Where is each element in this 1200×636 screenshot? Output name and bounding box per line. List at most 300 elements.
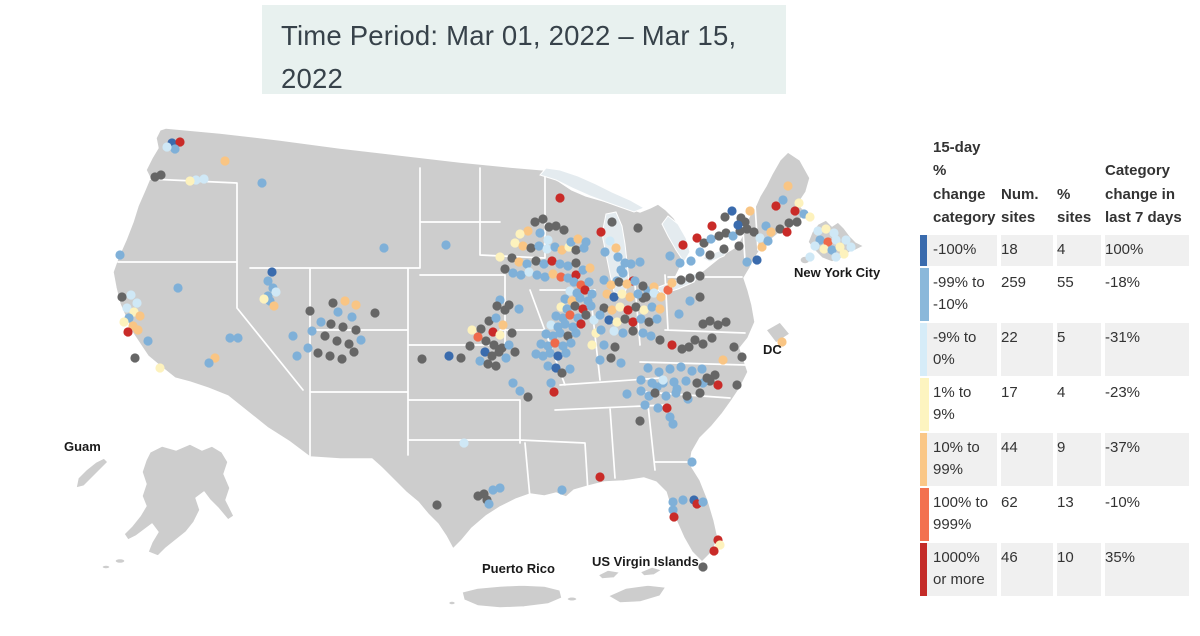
legend-pct-sites-cell: 5 (1057, 323, 1101, 376)
site-dot[interactable] (465, 341, 474, 350)
site-dot[interactable] (685, 296, 694, 305)
vieques-island (567, 597, 577, 601)
site-dot[interactable] (495, 483, 504, 492)
site-dot[interactable] (617, 289, 626, 298)
site-dot[interactable] (668, 419, 677, 428)
site-dot[interactable] (790, 206, 799, 215)
site-dot[interactable] (690, 335, 699, 344)
site-dot[interactable] (320, 331, 329, 340)
site-dot[interactable] (417, 354, 426, 363)
site-dot[interactable] (707, 221, 716, 230)
site-dot[interactable] (570, 301, 579, 310)
site-dot[interactable] (379, 243, 388, 252)
site-dot[interactable] (697, 364, 706, 373)
legend-num-sites-cell: 44 (1001, 433, 1053, 486)
site-dot[interactable] (155, 363, 164, 372)
site-dot[interactable] (606, 280, 615, 289)
site-dot[interactable] (338, 322, 347, 331)
site-dot[interactable] (678, 495, 687, 504)
site-dot[interactable] (600, 247, 609, 256)
site-dot[interactable] (805, 212, 814, 221)
site-dot[interactable] (555, 328, 564, 337)
site-dot[interactable] (539, 259, 548, 268)
site-dot[interactable] (508, 378, 517, 387)
legend-category-cell: 1000% or more (927, 543, 997, 596)
site-dot[interactable] (332, 336, 341, 345)
site-dot[interactable] (706, 234, 715, 243)
site-dot[interactable] (665, 364, 674, 373)
site-dot[interactable] (571, 245, 580, 254)
site-dot[interactable] (647, 378, 656, 387)
site-dot[interactable] (607, 305, 616, 314)
site-dot[interactable] (625, 292, 634, 301)
site-dot[interactable] (641, 292, 650, 301)
site-dot[interactable] (669, 377, 678, 386)
site-dot[interactable] (698, 497, 707, 506)
site-dot[interactable] (667, 340, 676, 349)
site-dot[interactable] (204, 358, 213, 367)
site-dot[interactable] (526, 243, 535, 252)
site-dot[interactable] (581, 237, 590, 246)
site-dot[interactable] (636, 314, 645, 323)
site-dot[interactable] (132, 298, 141, 307)
site-dot[interactable] (705, 250, 714, 259)
site-dot[interactable] (605, 236, 614, 245)
site-dot[interactable] (681, 376, 690, 385)
site-dot[interactable] (656, 292, 665, 301)
site-dot[interactable] (640, 400, 649, 409)
site-dot[interactable] (727, 206, 736, 215)
site-dot[interactable] (491, 313, 500, 322)
site-dot[interactable] (618, 328, 627, 337)
site-dot[interactable] (778, 195, 787, 204)
site-dot[interactable] (713, 380, 722, 389)
site-dot[interactable] (636, 386, 645, 395)
legend-pct-sites-cell: 10 (1057, 543, 1101, 596)
site-dot[interactable] (548, 269, 557, 278)
site-dot[interactable] (698, 339, 707, 348)
site-dot[interactable] (494, 347, 503, 356)
site-dot[interactable] (584, 277, 593, 286)
legend-change-cell: -31% (1105, 323, 1189, 376)
site-dot[interactable] (565, 364, 574, 373)
site-dot[interactable] (839, 249, 848, 258)
site-dot[interactable] (647, 302, 656, 311)
site-dot[interactable] (661, 391, 670, 400)
site-dot[interactable] (720, 212, 729, 221)
site-dot[interactable] (535, 228, 544, 237)
site-dot[interactable] (130, 353, 139, 362)
site-dot[interactable] (498, 320, 507, 329)
site-dot[interactable] (547, 256, 556, 265)
site-dot[interactable] (514, 304, 523, 313)
legend-change-cell: -37% (1105, 433, 1189, 486)
site-dot[interactable] (783, 181, 792, 190)
site-dot[interactable] (766, 227, 775, 236)
site-dot[interactable] (271, 287, 280, 296)
site-dot[interactable] (173, 283, 182, 292)
site-dot[interactable] (546, 378, 555, 387)
site-dot[interactable] (510, 238, 519, 247)
site-dot[interactable] (550, 338, 559, 347)
site-dot[interactable] (695, 271, 704, 280)
site-dot[interactable] (185, 176, 194, 185)
site-dot[interactable] (573, 234, 582, 243)
site-dot[interactable] (596, 325, 605, 334)
site-dot[interactable] (522, 259, 531, 268)
site-dot[interactable] (557, 368, 566, 377)
site-dot[interactable] (545, 348, 554, 357)
site-dot[interactable] (654, 367, 663, 376)
site-dot[interactable] (615, 302, 624, 311)
site-dot[interactable] (586, 301, 595, 310)
site-dot[interactable] (695, 388, 704, 397)
site-dot[interactable] (732, 380, 741, 389)
site-dot[interactable] (491, 361, 500, 370)
site-dot[interactable] (631, 302, 640, 311)
site-dot[interactable] (337, 354, 346, 363)
site-dot[interactable] (515, 229, 524, 238)
site-dot[interactable] (638, 281, 647, 290)
site-dot[interactable] (508, 268, 517, 277)
site-dot[interactable] (676, 275, 685, 284)
site-dot[interactable] (555, 193, 564, 202)
site-dot[interactable] (643, 363, 652, 372)
aleutian-island (115, 559, 125, 564)
site-dot[interactable] (652, 314, 661, 323)
site-dot[interactable] (351, 325, 360, 334)
site-dot[interactable] (633, 289, 642, 298)
site-dot[interactable] (805, 252, 814, 261)
site-dot[interactable] (340, 296, 349, 305)
legend-row (920, 268, 1188, 321)
guam-label: Guam (64, 439, 101, 454)
site-dot[interactable] (133, 325, 142, 334)
site-dot[interactable] (356, 335, 365, 344)
site-dot[interactable] (326, 319, 335, 328)
site-dot[interactable] (604, 315, 613, 324)
site-dot[interactable] (135, 311, 144, 320)
site-dot[interactable] (620, 258, 629, 267)
site-dot[interactable] (344, 339, 353, 348)
site-dot[interactable] (612, 317, 621, 326)
site-dot[interactable] (620, 314, 629, 323)
site-dot[interactable] (628, 317, 637, 326)
site-dot[interactable] (784, 218, 793, 227)
site-dot[interactable] (162, 142, 171, 151)
aleutian-island (102, 565, 110, 569)
legend-num-sites-cell: 46 (1001, 543, 1053, 596)
site-dot[interactable] (669, 512, 678, 521)
site-dot[interactable] (819, 244, 828, 253)
site-dot[interactable] (595, 310, 604, 319)
site-dot[interactable] (674, 309, 683, 318)
site-dot[interactable] (459, 438, 468, 447)
site-dot[interactable] (618, 268, 627, 277)
site-dot[interactable] (636, 375, 645, 384)
site-dot[interactable] (126, 290, 135, 299)
site-dot[interactable] (441, 240, 450, 249)
site-dot[interactable] (686, 256, 695, 265)
legend-category-cell: -100% (927, 235, 997, 266)
site-dot[interactable] (709, 546, 718, 555)
site-dot[interactable] (475, 356, 484, 365)
site-dot[interactable] (333, 307, 342, 316)
site-dot[interactable] (721, 317, 730, 326)
site-dot[interactable] (771, 201, 780, 210)
site-dot[interactable] (523, 392, 532, 401)
site-dot[interactable] (846, 242, 855, 251)
site-dot[interactable] (540, 272, 549, 281)
site-dot[interactable] (595, 472, 604, 481)
site-dot[interactable] (718, 355, 727, 364)
site-dot[interactable] (595, 355, 604, 364)
site-dot[interactable] (576, 319, 585, 328)
site-dot[interactable] (292, 351, 301, 360)
site-dot[interactable] (745, 206, 754, 215)
site-dot[interactable] (630, 276, 639, 285)
site-dot[interactable] (821, 224, 830, 233)
site-dot[interactable] (782, 227, 791, 236)
site-dot[interactable] (675, 258, 684, 267)
site-dot[interactable] (325, 351, 334, 360)
site-dot[interactable] (622, 279, 631, 288)
site-dot[interactable] (606, 353, 615, 362)
site-dot[interactable] (119, 317, 128, 326)
site-dot[interactable] (733, 220, 742, 229)
legend-table (920, 136, 1188, 598)
site-dot[interactable] (542, 244, 551, 253)
site-dot[interactable] (682, 391, 691, 400)
site-dot[interactable] (313, 348, 322, 357)
site-dot[interactable] (650, 388, 659, 397)
site-dot[interactable] (549, 387, 558, 396)
site-dot[interactable] (610, 342, 619, 351)
legend-header-num-sites: Num. sites (1001, 185, 1039, 226)
site-dot[interactable] (495, 252, 504, 261)
site-dot[interactable] (667, 278, 676, 287)
site-dot[interactable] (559, 225, 568, 234)
site-dot[interactable] (692, 378, 701, 387)
site-dot[interactable] (170, 144, 179, 153)
site-dot[interactable] (456, 353, 465, 362)
site-dot[interactable] (613, 252, 622, 261)
site-dot[interactable] (698, 562, 707, 571)
site-dot[interactable] (432, 500, 441, 509)
site-dot[interactable] (831, 252, 840, 261)
site-dot[interactable] (719, 244, 728, 253)
site-dot[interactable] (628, 326, 637, 335)
site-dot[interactable] (575, 293, 584, 302)
site-dot[interactable] (543, 235, 552, 244)
site-dot[interactable] (220, 156, 229, 165)
site-dot[interactable] (635, 416, 644, 425)
site-dot[interactable] (484, 499, 493, 508)
site-dot[interactable] (763, 236, 772, 245)
site-dot[interactable] (810, 241, 819, 250)
site-dot[interactable] (347, 312, 356, 321)
site-dot[interactable] (257, 178, 266, 187)
site-dot[interactable] (713, 320, 722, 329)
site-dot[interactable] (316, 317, 325, 326)
site-dot[interactable] (225, 333, 234, 342)
site-dot[interactable] (267, 267, 276, 276)
site-dot[interactable] (742, 257, 751, 266)
site-dot[interactable] (678, 240, 687, 249)
site-dot[interactable] (702, 373, 711, 382)
site-dot[interactable] (639, 305, 648, 314)
site-dot[interactable] (695, 247, 704, 256)
site-dot[interactable] (551, 221, 560, 230)
site-dot[interactable] (515, 386, 524, 395)
site-dot[interactable] (303, 343, 312, 352)
site-dot[interactable] (370, 308, 379, 317)
site-dot[interactable] (259, 294, 268, 303)
site-dot[interactable] (495, 330, 504, 339)
site-dot[interactable] (571, 328, 580, 337)
legend-pct-sites-cell: 4 (1057, 235, 1101, 266)
site-dot[interactable] (665, 251, 674, 260)
site-dot[interactable] (587, 340, 596, 349)
site-dot[interactable] (561, 348, 570, 357)
site-dot[interactable] (611, 243, 620, 252)
site-dot[interactable] (156, 170, 165, 179)
legend-row (920, 543, 1188, 596)
site-dot[interactable] (444, 351, 453, 360)
site-dot[interactable] (500, 305, 509, 314)
legend-pct-sites-cell: 13 (1057, 493, 1074, 511)
site-dot[interactable] (555, 259, 564, 268)
site-dot[interactable] (530, 217, 539, 226)
legend-header-row (920, 136, 1188, 235)
site-dot[interactable] (531, 256, 540, 265)
site-dot[interactable] (524, 267, 533, 276)
site-dot[interactable] (616, 358, 625, 367)
site-dot[interactable] (737, 352, 746, 361)
site-dot[interactable] (532, 270, 541, 279)
site-dot[interactable] (668, 497, 677, 506)
site-dot[interactable] (565, 310, 574, 319)
site-dot[interactable] (563, 261, 572, 270)
site-dot[interactable] (543, 361, 552, 370)
dc-label: DC (763, 342, 782, 357)
site-dot[interactable] (115, 250, 124, 259)
site-dot[interactable] (655, 304, 664, 313)
site-dot[interactable] (646, 331, 655, 340)
site-dot[interactable] (695, 292, 704, 301)
site-dot[interactable] (117, 292, 126, 301)
site-dot[interactable] (609, 326, 618, 335)
site-dot[interactable] (734, 241, 743, 250)
site-dot[interactable] (534, 241, 543, 250)
site-dot[interactable] (501, 353, 510, 362)
site-dot[interactable] (507, 328, 516, 337)
site-dot[interactable] (514, 257, 523, 266)
site-dot[interactable] (813, 226, 822, 235)
site-dot[interactable] (571, 258, 580, 267)
site-dot[interactable] (653, 403, 662, 412)
site-dot[interactable] (662, 403, 671, 412)
site-dot[interactable] (288, 331, 297, 340)
site-dot[interactable] (755, 233, 764, 242)
site-dot[interactable] (635, 257, 644, 266)
site-dot[interactable] (609, 292, 618, 301)
site-dot[interactable] (658, 375, 667, 384)
site-dot[interactable] (687, 457, 696, 466)
site-dot[interactable] (476, 324, 485, 333)
legend-pct-sites-cell: 4 (1057, 383, 1066, 401)
site-dot[interactable] (349, 347, 358, 356)
site-dot[interactable] (638, 328, 647, 337)
site-dot[interactable] (644, 317, 653, 326)
time-period-banner: Time Period: Mar 01, 2022 – Mar 15, 2022 (262, 5, 786, 94)
site-dot[interactable] (596, 227, 605, 236)
site-dot[interactable] (623, 305, 632, 314)
site-dot[interactable] (481, 336, 490, 345)
site-dot[interactable] (655, 335, 664, 344)
site-dot[interactable] (307, 326, 316, 335)
site-dot[interactable] (516, 270, 525, 279)
site-dot[interactable] (518, 241, 527, 250)
site-dot[interactable] (599, 340, 608, 349)
site-dot[interactable] (585, 263, 594, 272)
site-dot[interactable] (557, 485, 566, 494)
site-dot[interactable] (328, 298, 337, 307)
site-dot[interactable] (687, 366, 696, 375)
site-dot[interactable] (710, 370, 719, 379)
site-dot[interactable] (523, 226, 532, 235)
site-dot[interactable] (143, 336, 152, 345)
site-dot[interactable] (581, 310, 590, 319)
site-dot[interactable] (676, 362, 685, 371)
guam-shape (76, 458, 108, 488)
site-dot[interactable] (671, 388, 680, 397)
site-dot[interactable] (705, 316, 714, 325)
site-dot[interactable] (538, 214, 547, 223)
site-dot[interactable] (123, 327, 132, 336)
legend-change-cell: 100% (1105, 235, 1189, 266)
site-dot[interactable] (622, 389, 631, 398)
site-dot[interactable] (614, 277, 623, 286)
site-dot[interactable] (305, 306, 314, 315)
site-dot[interactable] (483, 359, 492, 368)
legend-rows (920, 235, 1188, 598)
site-dot[interactable] (500, 264, 509, 273)
site-dot[interactable] (729, 342, 738, 351)
site-dot[interactable] (199, 174, 208, 183)
site-dot[interactable] (492, 301, 501, 310)
site-dot[interactable] (553, 351, 562, 360)
site-dot[interactable] (707, 333, 716, 342)
site-dot[interactable] (269, 301, 278, 310)
site-dot[interactable] (510, 347, 519, 356)
site-dot[interactable] (794, 198, 803, 207)
site-dot[interactable] (792, 217, 801, 226)
site-dot[interactable] (684, 342, 693, 351)
legend-num-sites-cell: 62 (1001, 493, 1018, 511)
site-dot[interactable] (473, 332, 482, 341)
site-dot[interactable] (685, 273, 694, 282)
site-dot[interactable] (504, 340, 513, 349)
site-dot[interactable] (467, 325, 476, 334)
site-dot[interactable] (752, 255, 761, 264)
site-dot[interactable] (351, 300, 360, 309)
site-dot[interactable] (566, 338, 575, 347)
site-dot[interactable] (233, 333, 242, 342)
site-dot[interactable] (633, 223, 642, 232)
site-dot[interactable] (607, 217, 616, 226)
site-dot[interactable] (560, 319, 569, 328)
